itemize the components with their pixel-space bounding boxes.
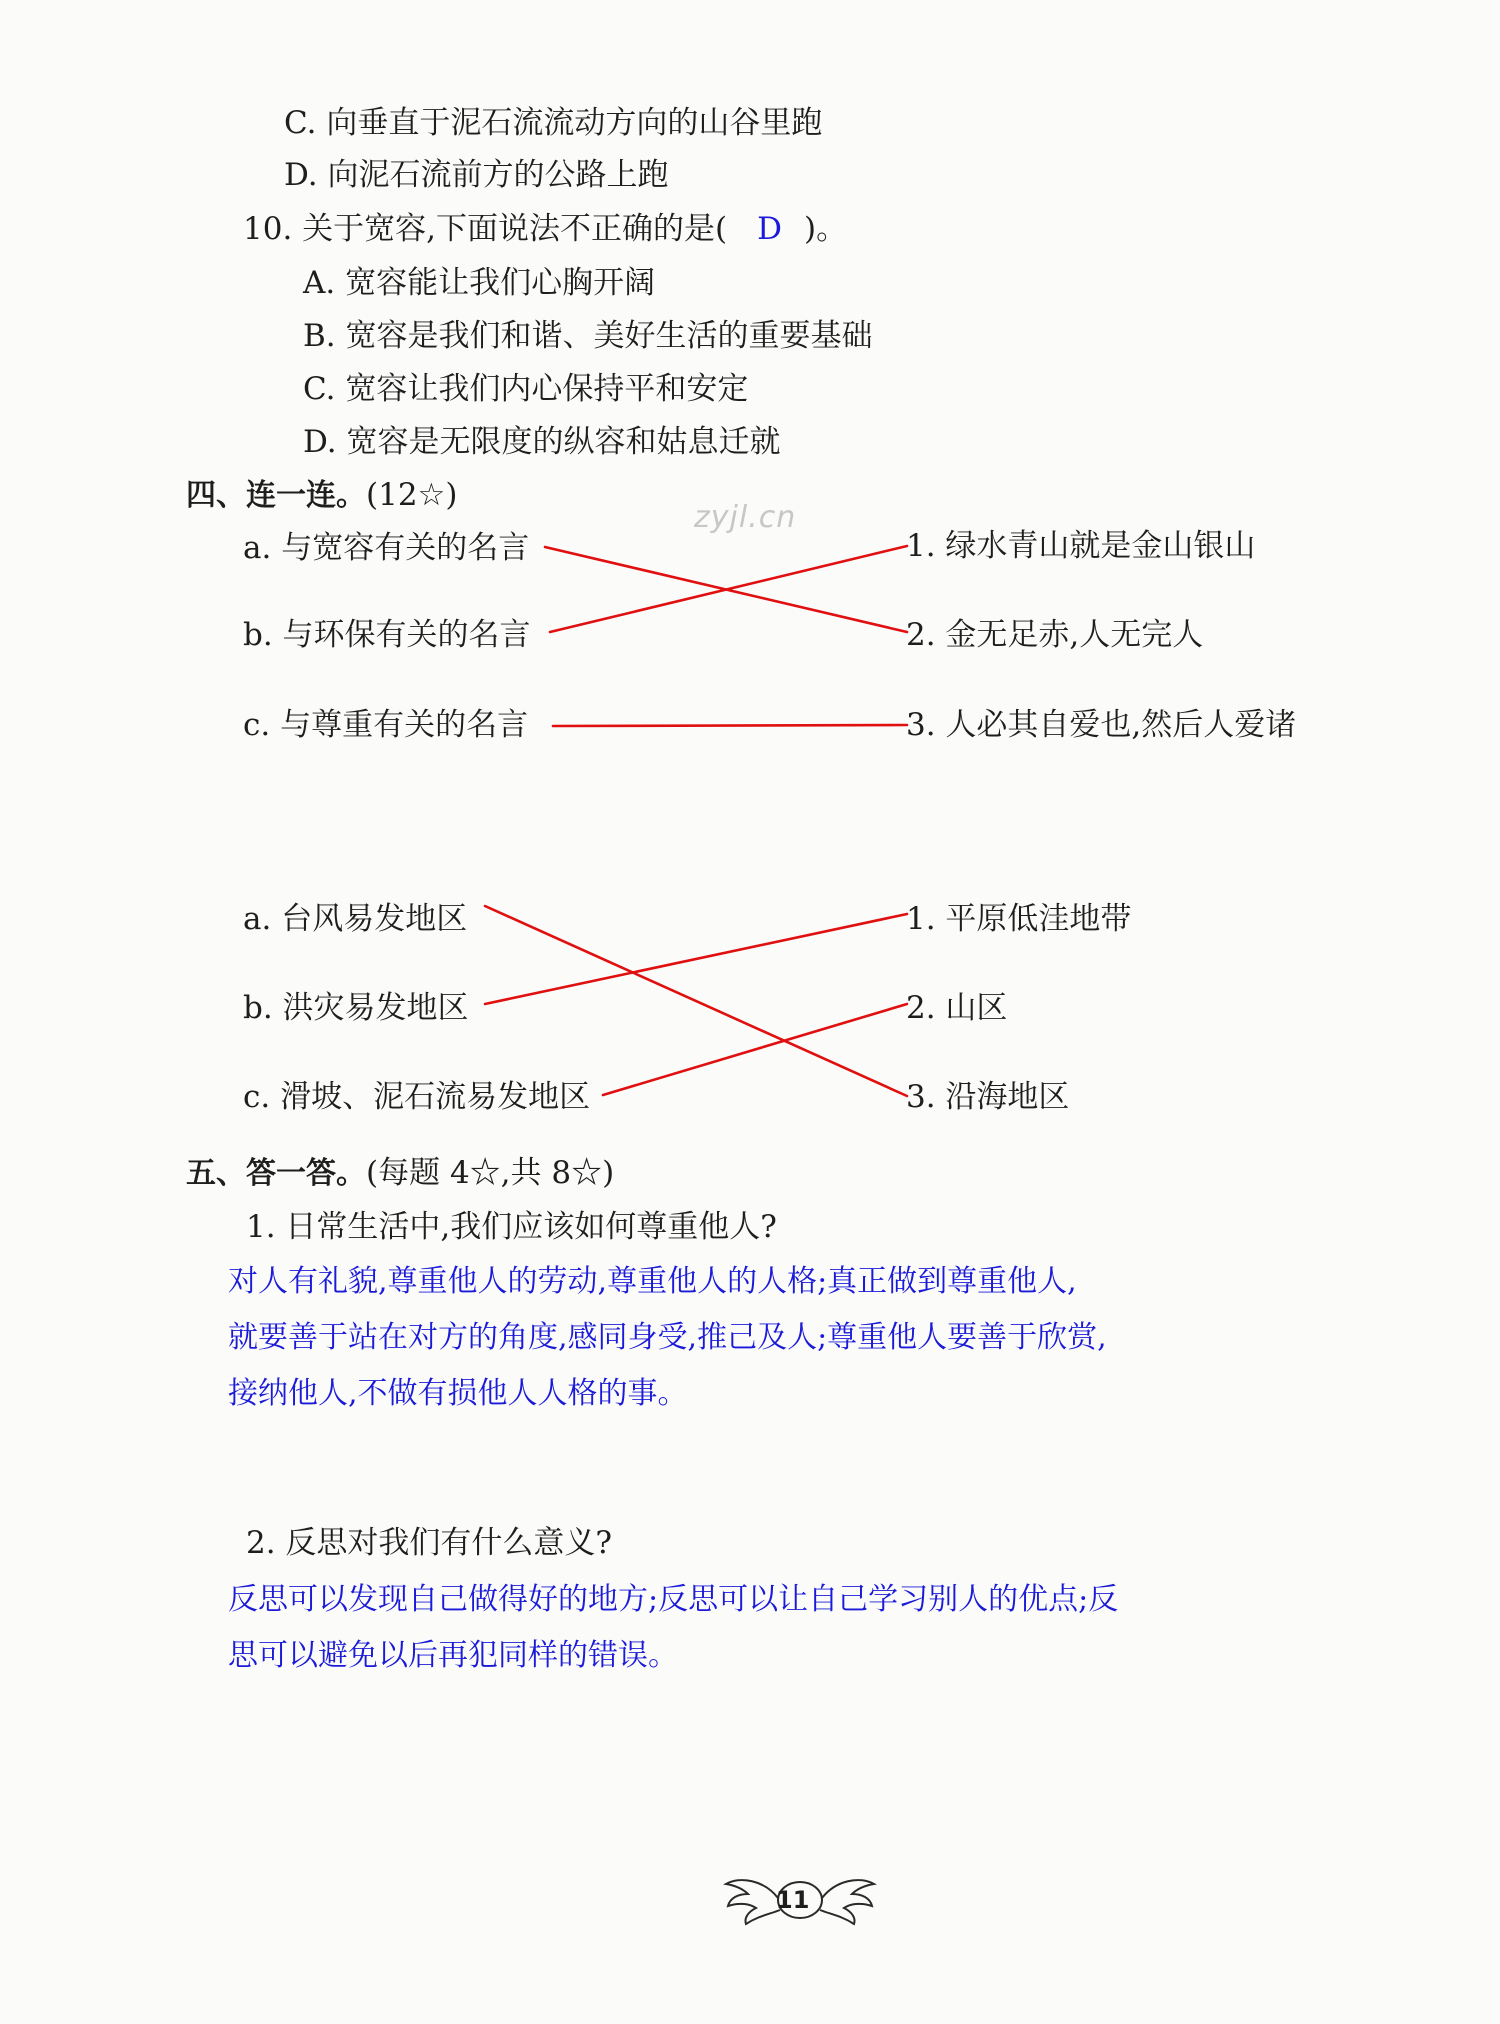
q10-answer: D (757, 211, 782, 247)
match1-line-b-1 (550, 546, 907, 632)
watermark: zyjl.cn (694, 500, 797, 535)
section5-score: (每题 4☆,共 8☆) (366, 1155, 615, 1191)
section4-score: (12☆) (366, 477, 458, 513)
match2-left-b: b. 洪灾易发地区 (243, 990, 469, 1026)
answer-line: 对人有礼貌,尊重他人的劳动,尊重他人的人格;真正做到尊重他人, (228, 1264, 1077, 1299)
match1-line-a-2 (545, 547, 907, 632)
q10-option-a: A. 宽容能让我们心胸开阔 (303, 265, 656, 301)
section5-title (186, 1155, 615, 1191)
match1-left-c: c. 与尊重有关的名言 (243, 707, 529, 743)
section5-q1: 1. 日常生活中,我们应该如何尊重他人? (246, 1209, 777, 1245)
match1-line-c-3 (553, 725, 907, 726)
match2-right-1: 1. 平原低洼地带 (906, 901, 1132, 937)
q9-option-d: D. 向泥石流前方的公路上跑 (284, 157, 669, 193)
q10-stem-text: 10. 关于宽容,下面说法不正确的是( (243, 211, 728, 247)
match2-left-a: a. 台风易发地区 (243, 901, 468, 937)
q10-option-b: B. 宽容是我们和谐、美好生活的重要基础 (303, 318, 873, 354)
match2-line-b-1 (485, 914, 907, 1004)
q10-stem (243, 211, 848, 247)
match2-right-2: 2. 山区 (906, 990, 1008, 1026)
match2-line-a-3 (485, 906, 907, 1096)
section4-title (186, 477, 458, 513)
answer-line: 接纳他人,不做有损他人人格的事。 (228, 1376, 688, 1411)
section5-heading: 五、答一答。 (186, 1156, 366, 1191)
section4-heading: 四、连一连。 (186, 478, 366, 513)
section5-q2-answer (228, 1572, 1118, 1684)
q9-option-c: C. 向垂直于泥石流流动方向的山谷里跑 (284, 105, 823, 141)
section5-q1-answer (228, 1254, 1107, 1422)
match2-right-3: 3. 沿海地区 (906, 1079, 1070, 1115)
match2-left-c: c. 滑坡、泥石流易发地区 (243, 1079, 591, 1115)
match1-left-b: b. 与环保有关的名言 (243, 617, 531, 653)
match1-right-1: 1. 绿水青山就是金山银山 (906, 528, 1256, 564)
match1-right-2: 2. 金无足赤,人无完人 (906, 617, 1204, 653)
q10-option-c: C. 宽容让我们内心保持平和安定 (303, 371, 749, 407)
answer-line: 思可以避免以后再犯同样的错误。 (228, 1638, 678, 1673)
match1-left-a: a. 与宽容有关的名言 (243, 530, 530, 566)
answer-line: 反思可以发现自己做得好的地方;反思可以让自己学习别人的优点;反 (228, 1582, 1119, 1617)
answer-line: 就要善于站在对方的角度,感同身受,推己及人;尊重他人要善于欣赏, (228, 1320, 1107, 1355)
match1-right-3: 3. 人必其自爱也,然后人爱诸 (906, 707, 1297, 743)
q10-option-d: D. 宽容是无限度的纵容和姑息迁就 (303, 424, 781, 460)
section5-q2: 2. 反思对我们有什么意义? (246, 1525, 613, 1561)
page-number: 11 (776, 1886, 810, 1914)
match2-line-c-2 (603, 1004, 907, 1095)
q10-stem-end: )。 (803, 211, 848, 247)
